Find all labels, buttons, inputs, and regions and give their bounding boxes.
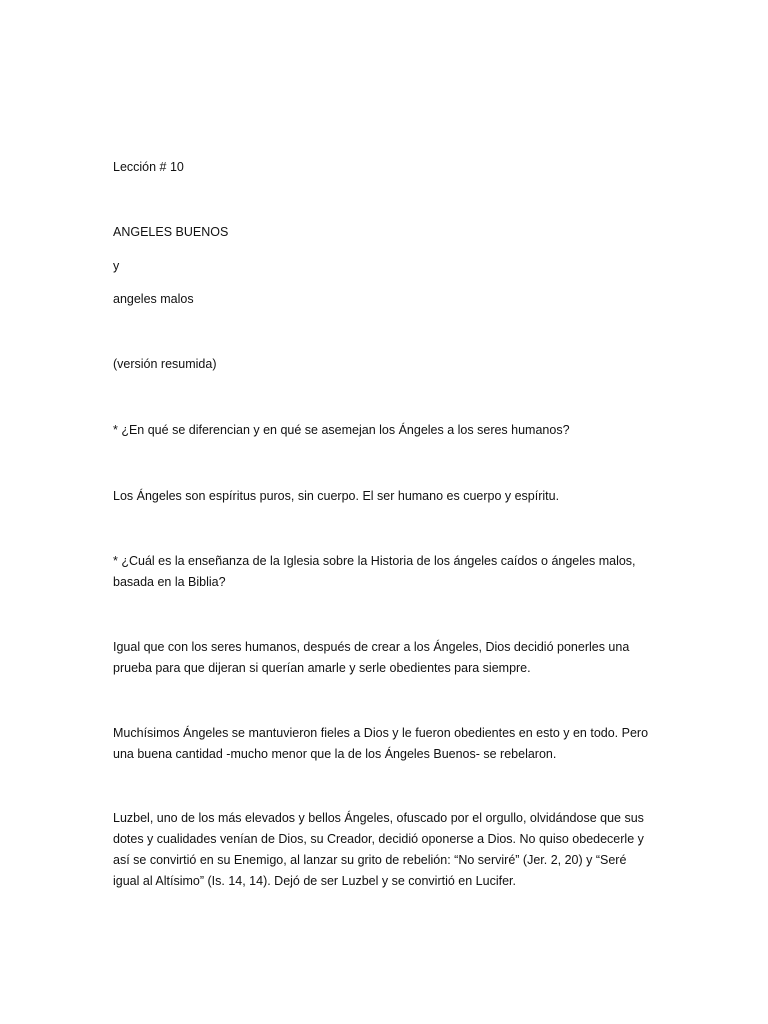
heading-line-1: ANGELES BUENOS (113, 225, 229, 239)
version-note: (versión resumida) (113, 357, 217, 371)
paragraph-3: Luzbel, uno de los más elevados y bellos Ángeles, ofuscado por el orgullo, olvidándose que sus dotes y cualidades venían de Dios, su Creador, decidió oponerse a Dios. No quiso obedecerle y así se convirtió en su Enemigo, al lanzar su grito de rebelión: “No serviré” (Jer. 2, 20) y “Seré igual al Altísimo” (Is. 14, 14). Dejó de ser Luzbel y se convirtió en Lucifer. (113, 811, 644, 888)
paragraph-2: Muchísimos Ángeles se mantuvieron fieles a Dios y le fueron obedientes en esto y en todo. Pero una buena cantidad -mucho menor que la de los Ángeles Buenos- se rebelaron. (113, 726, 649, 761)
heading-line-3: angeles malos (113, 292, 194, 306)
lesson-title: Lección # 10 (113, 160, 184, 174)
paragraph-1: Igual que con los seres humanos, después de crear a los Ángeles, Dios decidió ponerles una prueba para que dijeran si querían amarle y serle obedientes para siempre. (113, 640, 630, 675)
question-1: * ¿En qué se diferencian y en qué se asemejan los Ángeles a los seres humanos? (113, 423, 570, 437)
heading-line-2: y (113, 259, 120, 273)
answer-1: Los Ángeles son espíritus puros, sin cuerpo. El ser humano es cuerpo y espíritu. (113, 489, 560, 503)
question-2: * ¿Cuál es la enseñanza de la Iglesia sobre la Historia de los ángeles caídos o ángeles malos, basada en la Biblia? (113, 554, 636, 589)
